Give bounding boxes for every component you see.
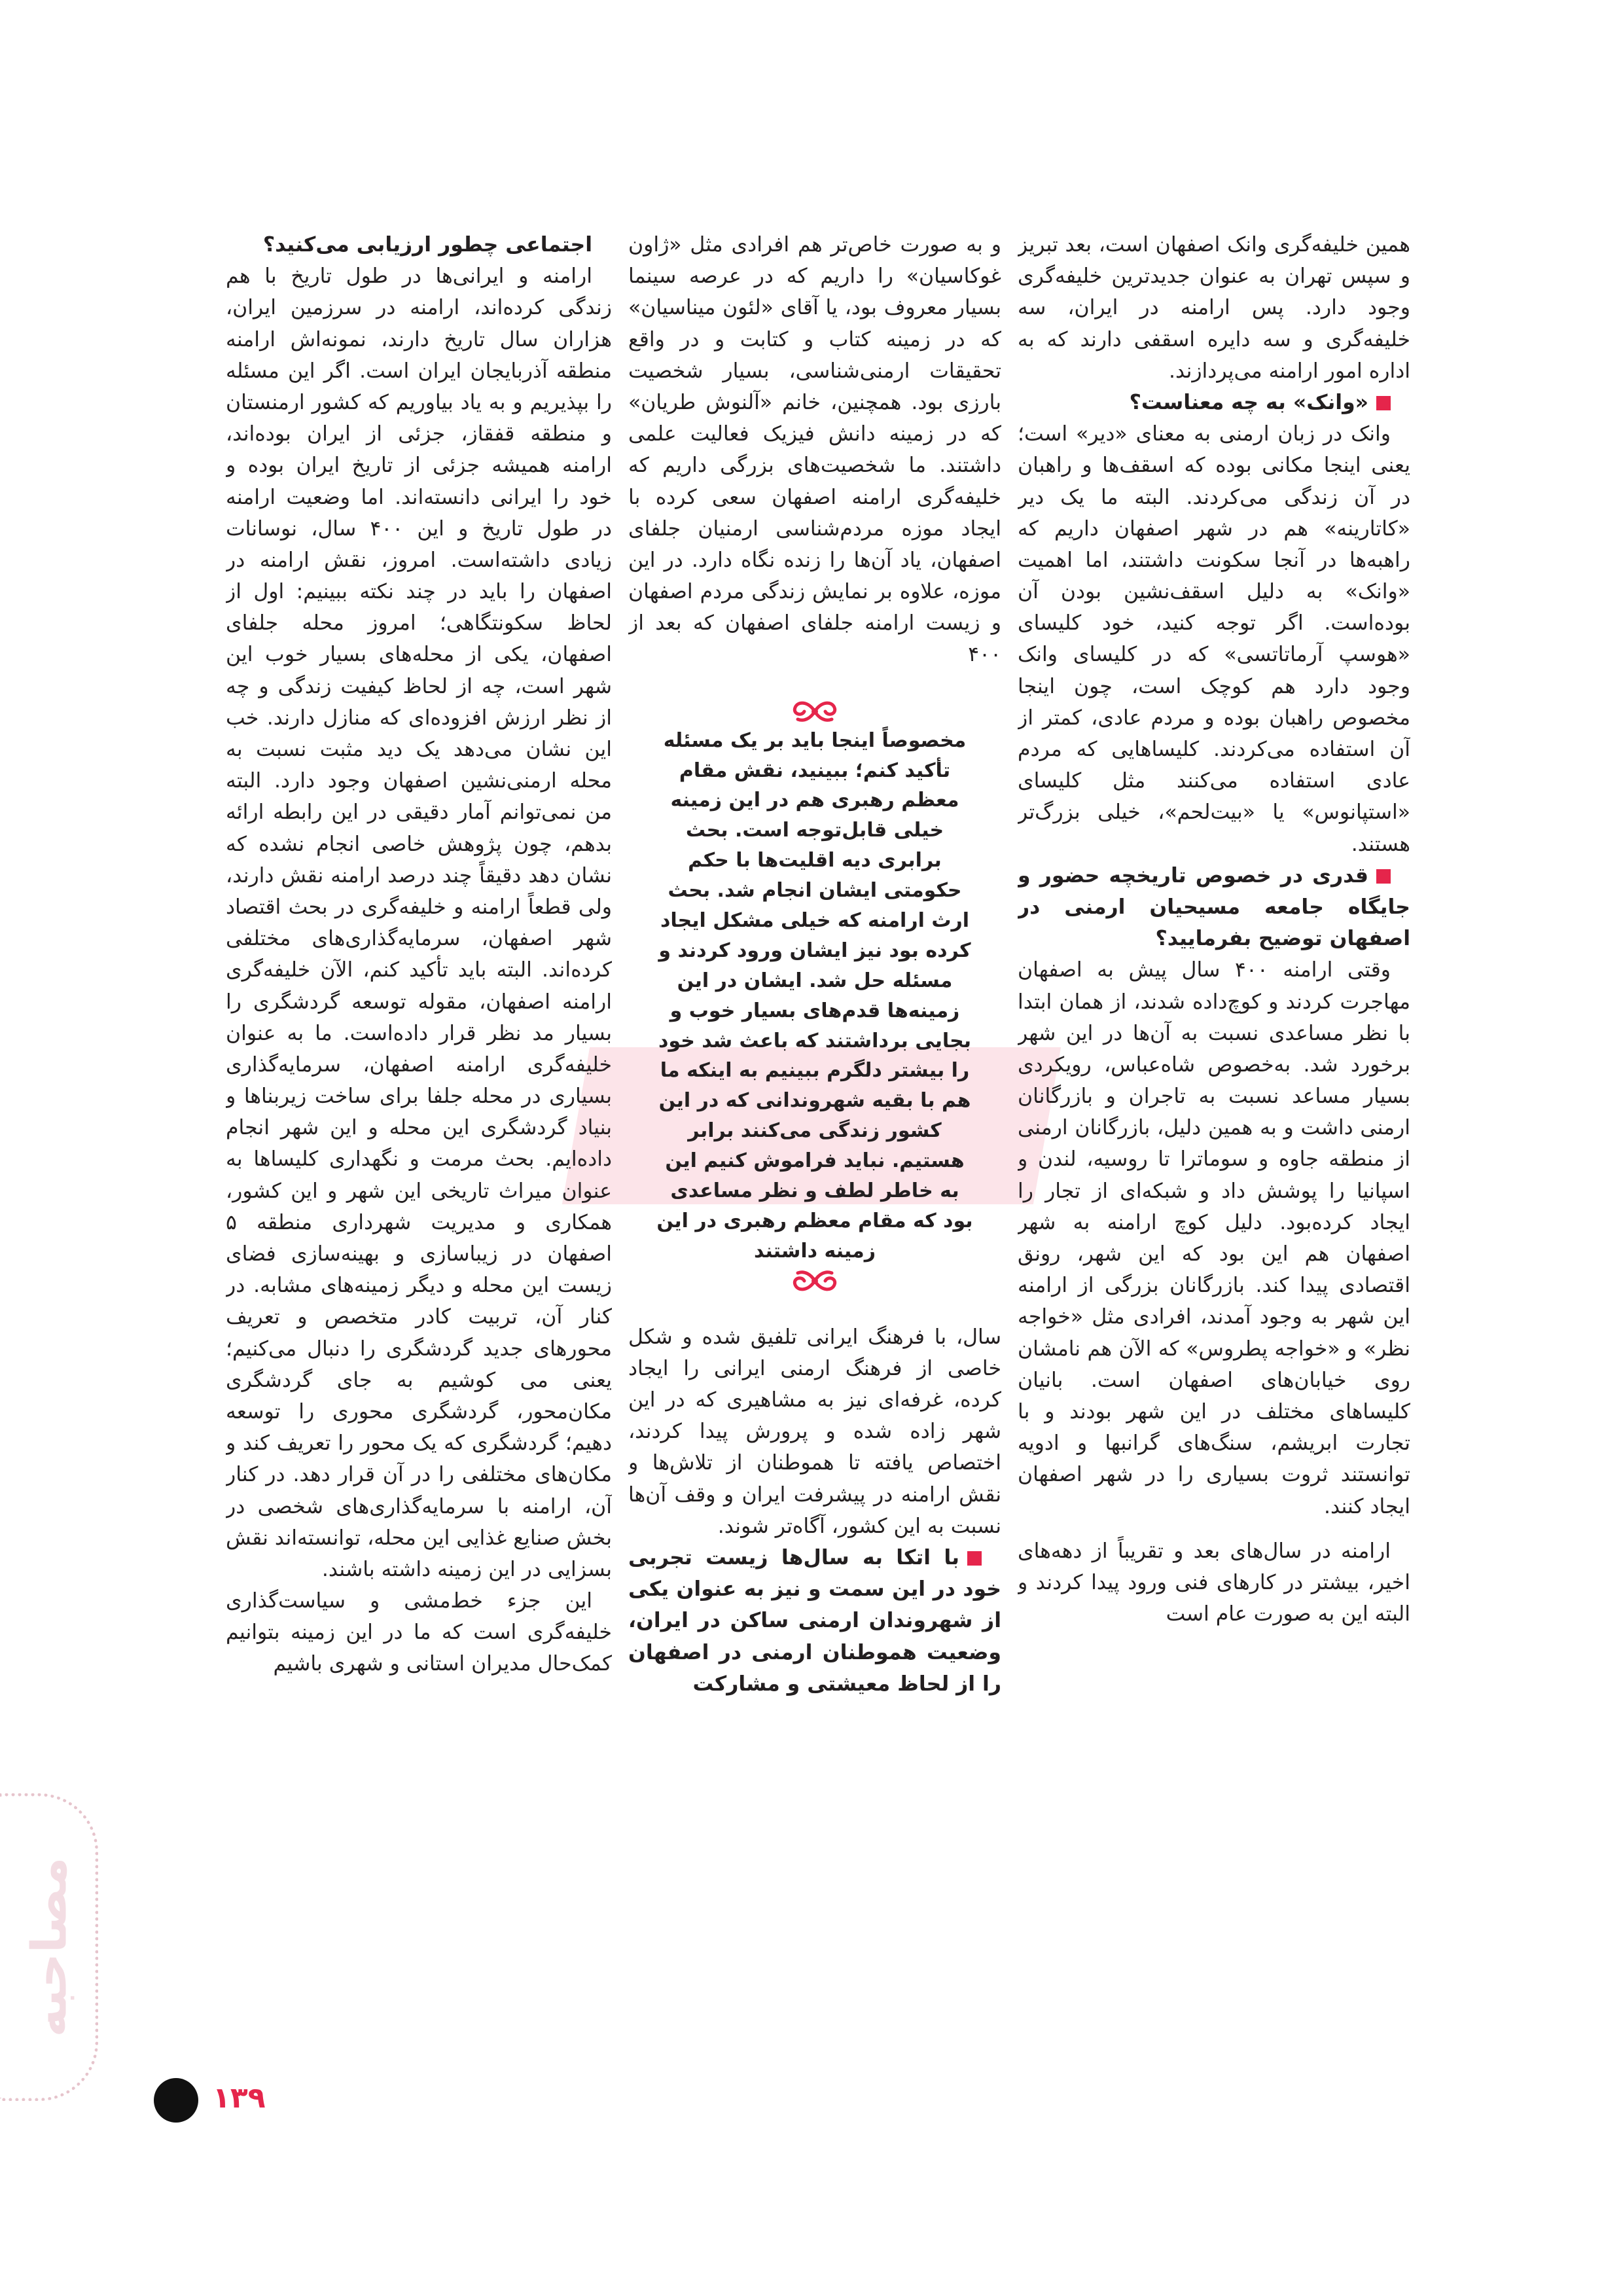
- ornament-top-icon: [776, 697, 854, 726]
- column-right: [1018, 229, 1410, 2062]
- paragraph: همین خلیفه‌گری وانک اصفهان است، بعد تبریز و سپس تهران به عنوان جدیدترین خلیفه‌گری وجود دارد. پس ارامنه در ایران، سه خلیفه‌گری و سه دایره اسقفی دارند که به اداره امور ارامنه می‌پردازند.: [1018, 233, 1410, 383]
- pull-quote-text: مخصوصاً اینجا باید بر یک مسئله تأکید کنم؛ ببینید، نقش مقام معظم رهبری هم در این زمینه خیلی قابل‌توجه است. بحث برابری دیه اقلیت‌ها با حکم حکومتی ایشان انجام شد. بحث ارث ارامنه که خیلی مشکل ایجاد کرده بود نیز ایشان ورود کردند و مسئله حل شد. ایشان در این زمینه‌ها قدم‌های بسیار خوب و بجایی برداشتند که باعث شد خود را بیشتر دلگرم ببینیم به اینکه ما هم با بقیه شهروندانی که در این کشور زندگی می‌کنند برابر هستیم. نباید فراموش کنیم این به خاطر لطف و نظر مساعدی بود که مقام معظم رهبری در این زمینه داشتند: [656, 728, 973, 1263]
- paragraph: ارامنه در سال‌های بعد و تقریباً از دهه‌های اخیر، بیشتر در کارهای فنی ورود پیدا کردند و البته این به صورت عام است: [1018, 1539, 1410, 1626]
- paragraph: وانک در زبان ارمنی به معنای «دیر» است؛ یعنی اینجا مکانی بوده که اسقف‌ها و راهبان در آن زندگی می‌کردند. البته ما یک دیر «کاتارینه» هم در شهر اصفهان داریم که راهبه‌ها در آنجا سکونت داشتند، اما اهمیت «وانک» به دلیل اسقف‌نشین بودن آن بوده‌است. اگر توجه کنید، خود کلیسای «هوسپ آرماتاتسی» که در کلیسای وانک وجود دارد هم کوچک است، چون اینجا مخصوص راهبان بوده و مردم عادی، کمتر از آن استفاده می‌کردند. کلیساهایی که مردم عادی استفاده می‌کنند مثل کلیسای «استپانوس» یا «بیت‌لحم»، خیلی بزرگ‌تر هستند.: [1018, 422, 1410, 856]
- column-left: [226, 229, 612, 2062]
- square-bullet-icon: [967, 1551, 982, 1566]
- question-text: با اتکا به سال‌ها زیست تجربی خود در این سمت و نیز به عنوان یکی از شهروندان ارمنی ساکن در ایران، وضعیت هموطنان ارمنی در اصفهان را از لحاظ معیشتی و مشارکت: [628, 1545, 1001, 1696]
- section-label: [0, 1806, 98, 2088]
- paragraph: سال، با فرهنگ ایرانی تلفیق شده و شکل خاصی از فرهنگ ارمنی ایرانی را ایجاد کرده، غرفه‌ای نیز به مشاهیری که در این شهر زاده شده و پرورش پیدا کردند، اختصاص یافته تا هموطنان از تلاش‌ها و نقش ارامنه در پیشرفت ایران و وقف آن‌ها نسبت به این کشور، آگاه‌تر شوند.: [628, 1325, 1001, 1538]
- interview-question-continued: اجتماعی چطور ارزیابی می‌کنید؟: [262, 233, 592, 257]
- question-text: قدری در خصوص تاریخچه حضور و جایگاه جامعه مسیحیان ارمنی در اصفهان توضیح بفرمایید؟: [1018, 863, 1410, 951]
- ornament-bottom-icon: [776, 1266, 854, 1295]
- interview-question: [1018, 860, 1410, 955]
- page-marker-dot: [154, 2078, 198, 2123]
- section-label-text: مصاحبه: [21, 1857, 77, 2037]
- page-number: ۱۳۹: [213, 2081, 266, 2115]
- square-bullet-icon: [1376, 396, 1391, 410]
- column-middle: [628, 229, 1001, 2062]
- paragraph: وقتی ارامنه ۴۰۰ سال پیش به اصفهان مهاجرت کردند و کوچ‌داده شدند، از همان ابتدا با نظر مساعدی نسبت به آن‌ها در این شهر برخورد شد. به‌خصوص شاه‌عباس، رویکردی بسیار مساعد نسبت به تاجران و بازرگانان ارمنی داشت و به همین دلیل، بازرگانان ارمنی از منطقه جاوه و سوماترا تا روسیه، لندن و اسپانیا را پوشش داد و شبکه‌ای از تجار را ایجاد کرده‌بود. دلیل کوچ ارامنه به شهر اصفهان هم این بود که این شهر، رونق اقتصادی پیدا کند. بازرگانان بزرگی از ارامنه این شهر به وجود آمدند، افرادی مثل «خواجه نظر» و «خواجه پطروس» که الآن هم نامشان روی خیابان‌های اصفهان است. بانیان کلیساهای مختلف در این شهر بودند و با تجارت ابریشم، سنگ‌های گرانبها و ادویه توانستند ثروت بسیاری را در شهر اصفهان ایجاد کنند.: [1018, 958, 1410, 1518]
- question-text: «وانک» به چه معناست؟: [1129, 390, 1368, 414]
- square-bullet-icon: [1376, 869, 1391, 884]
- pull-quote: [654, 697, 975, 1295]
- interview-question: [628, 1542, 1001, 1700]
- paragraph: و به صورت خاص‌تر هم افرادی مثل «ژاون غوکاسیان» را داریم که در عرصه سینما بسیار معروف بود، یا آقای «لئون میناسیان» که در زمینه کتاب و کتابت و در واقع تحقیقات ارمنی‌شناسی، بسیار شخصیت بارزی بود. همچنین، خانم «آلنوش طریان» که در زمینه دانش فیزیک فعالیت علمی داشتند. ما شخصیت‌های بزرگی داریم که خلیفه‌گری ارامنه اصفهان سعی کرده با ایجاد موزه مردم‌شناسی ارمنیان جلفای اصفهان، یاد آن‌ها را زنده نگاه دارد. در این موزه، علاوه بر نمایش زندگی مردم اصفهان و زیست ارامنه جلفای اصفهان که بعد از ۴۰۰: [628, 233, 1001, 667]
- paragraph: ارامنه و ایرانی‌ها در طول تاریخ با هم زندگی کرده‌اند، ارامنه در سرزمین ایران، هزاران سال تاریخ دارند، نمونه‌اش ارامنه منطقه آذربایجان ایران است. اگر این مسئله را بپذیریم و به یاد بیاوریم که کشور ارمنستان و منطقه قفقاز، جزئی از ایران بوده‌اند، ارامنه همیشه جزئی از تاریخ ایران بوده و خود را ایرانی دانسته‌اند. اما وضعیت ارامنه در طول تاریخ و این ۴۰۰ سال، نوسانات زیادی داشته‌است. امروز، نقش ارامنه در اصفهان را باید در چند نکته ببینیم: اول از لحاظ سکونتگاهی؛ امروز محله جلفای اصفهان، یکی از محله‌های بسیار خوب این شهر است، چه از لحاظ کیفیت زندگی و چه از نظر ارزش افزوده‌ای که منازل دارند. خب این نشان می‌دهد یک دید مثبت نسبت به محله ارمنی‌نشین اصفهان وجود دارد. البته من نمی‌توانم آمار دقیقی در این رابطه ارائه بدهم، چون پژوهش خاصی انجام نشده که نشان دهد دقیقاً چند درصد ارامنه نقش دارند، ولی قطعاً ارامنه و خلیفه‌گری در بحث اقتصاد شهر اصفهان، سرمایه‌گذاری‌های مختلفی کرده‌اند. البته باید تأکید کنم، الآن خلیفه‌گری ارامنه اصفهان، مقوله توسعه گردشگری را بسیار مد نظر قرار داده‌است. ما به عنوان خلیفه‌گری ارامنه اصفهان، سرمایه‌گذاری بسیاری در محله جلفا برای ساخت زیربناها و بنیاد گردشگری این محله و این شهر انجام داده‌ایم. بحث مرمت و نگهداری کلیساها به عنوان میراث تاریخی این شهر و این کشور، همکاری و مدیریت شهرداری منطقه ۵ اصفهان در زیباسازی و بهینه‌سازی فضای زیست این محله و دیگر زمینه‌های مشابه. در کنار آن، تربیت کادر متخصص و تعریف محورهای جدید گردشگری را دنبال می‌کنیم؛ یعنی می کوشیم به جای گردشگری مکان‌محور، گردشگری محوری را توسعه دهیم؛ گردشگری که یک محور را تعریف کند و مکان‌های مختلفی را در آن قرار دهد. در کنار آن، ارامنه با سرمایه‌گذاری‌های شخصی در بخش صنایع غذایی این محله، توانسته‌اند نقش بسزایی در این زمینه داشته باشند.: [226, 264, 612, 1581]
- paragraph: این جزء خط‌مشی و سیاست‌گذاری خلیفه‌گری است که ما در این زمینه بتوانیم کمک‌حال مدیران استانی و شهری باشیم: [226, 1589, 612, 1676]
- interview-question: [1018, 387, 1410, 418]
